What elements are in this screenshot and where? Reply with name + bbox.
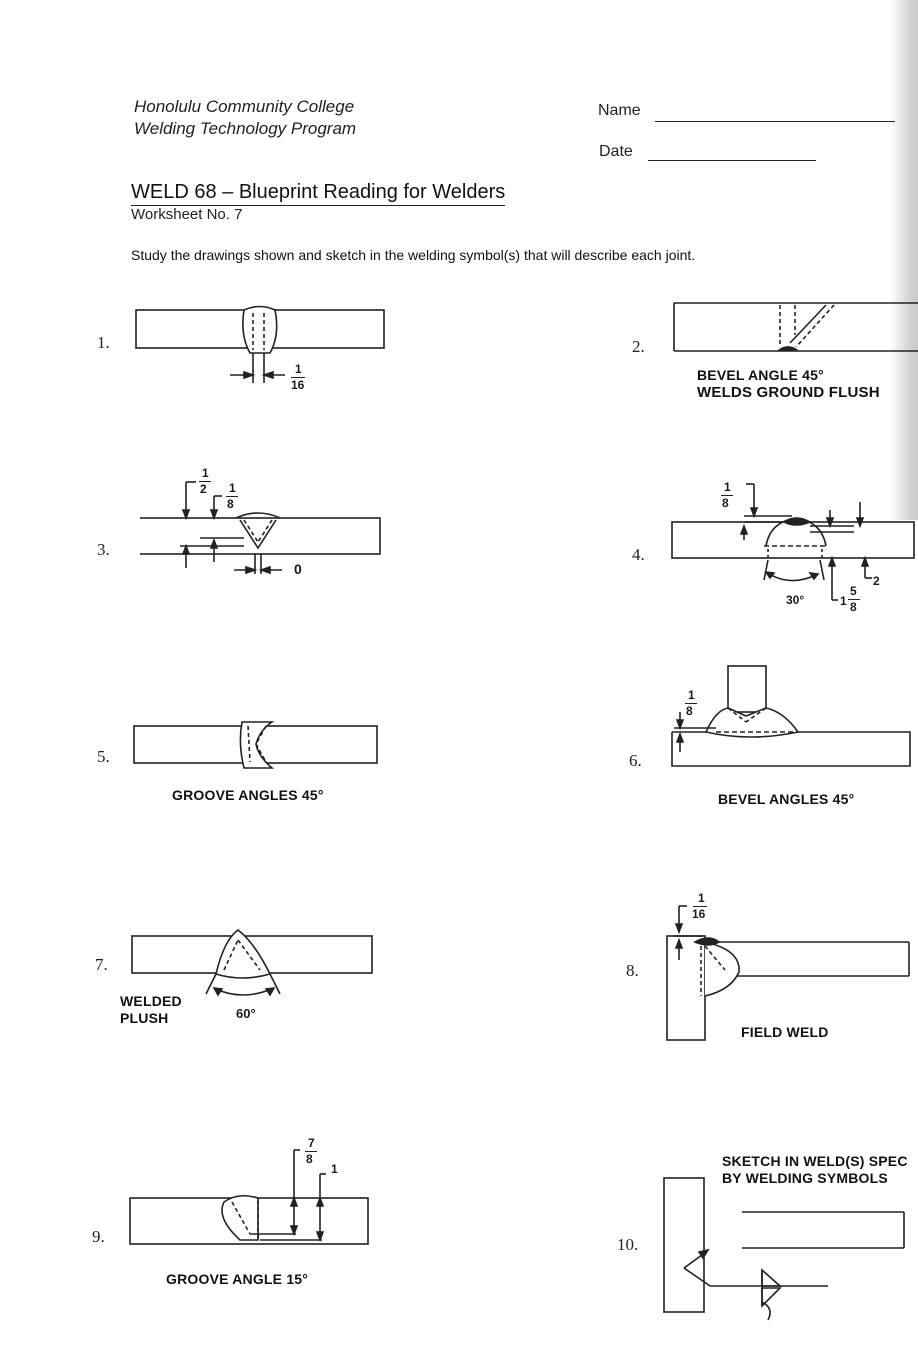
drawing-9	[120, 1140, 380, 1250]
caption-2a: BEVEL ANGLE 45°	[697, 367, 824, 383]
dim-7-angle: 60°	[236, 1006, 256, 1021]
problem-number-4: 4.	[632, 545, 645, 564]
caption-10b: BY WELDING SYMBOLS	[722, 1170, 888, 1186]
drawing-5	[120, 710, 390, 780]
name-field-line[interactable]	[655, 121, 895, 122]
dim-4-a-den: 8	[722, 496, 729, 510]
caption-10a: SKETCH IN WELD(S) SPEC	[722, 1153, 908, 1169]
caption-2b: WELDS GROUND FLUSH	[697, 384, 880, 401]
dim-4-a-num: 1	[724, 480, 731, 494]
problem-number-6: 6.	[629, 751, 642, 770]
name-label: Name	[598, 102, 641, 119]
dim-9-a-den: 8	[306, 1152, 313, 1166]
dim-9-a-num: 7	[308, 1136, 315, 1150]
drawing-6	[660, 660, 918, 775]
caption-5: GROOVE ANGLES 45°	[172, 787, 324, 803]
dim-3-b-den: 8	[227, 497, 234, 511]
drawing-10	[650, 1170, 918, 1330]
dim-4-angle: 30°	[786, 593, 805, 607]
dim-6-num: 1	[688, 688, 695, 702]
problem-number-5: 5.	[97, 747, 110, 766]
caption-7b: PLUSH	[120, 1010, 169, 1026]
worksheet-number: Worksheet No. 7	[131, 206, 243, 223]
dim-6-den: 8	[686, 704, 693, 718]
date-field-line[interactable]	[648, 160, 816, 161]
dim-4-b-num: 5	[850, 584, 857, 598]
drawing-2	[660, 295, 918, 360]
college-name: Honolulu Community College	[134, 97, 355, 116]
caption-7a: WELDED	[120, 993, 182, 1009]
problem-number-9: 9.	[92, 1227, 105, 1246]
problem-number-1: 1.	[97, 333, 110, 352]
dim-1-num: 1	[295, 362, 302, 376]
drawing-1	[120, 295, 400, 405]
program-name: Welding Technology Program	[134, 119, 357, 138]
problem-number-10: 10.	[617, 1235, 639, 1254]
caption-8: FIELD WELD	[741, 1024, 829, 1040]
dim-4-b-den: 8	[850, 600, 857, 614]
dim-3-c: 0	[294, 561, 302, 577]
caption-6: BEVEL ANGLES 45°	[718, 791, 855, 807]
dim-3-b-num: 1	[229, 481, 236, 495]
date-label: Date	[599, 143, 633, 160]
caption-9: GROOVE ANGLE 15°	[166, 1271, 309, 1287]
problem-number-2: 2.	[632, 337, 645, 356]
instructions: Study the drawings shown and sketch in the welding symbol(s) that will describe each joint.	[131, 247, 696, 263]
drawing-3	[140, 470, 390, 585]
dim-8-num: 1	[698, 891, 705, 905]
dim-3-a-den: 2	[200, 482, 207, 496]
page-edge-shadow	[890, 0, 918, 520]
dim-4-b-whole: 1	[840, 594, 847, 608]
dim-3-a-num: 1	[202, 466, 209, 480]
dim-9-b: 1	[331, 1162, 338, 1176]
dim-8-den: 16	[692, 907, 706, 921]
problem-number-7: 7.	[95, 955, 108, 974]
problem-number-8: 8.	[626, 961, 639, 980]
dim-1-den: 16	[291, 378, 305, 392]
course-title: WELD 68 – Blueprint Reading for Welders	[131, 181, 505, 206]
dim-4-c: 2	[873, 574, 880, 588]
problem-number-3: 3.	[97, 540, 110, 559]
